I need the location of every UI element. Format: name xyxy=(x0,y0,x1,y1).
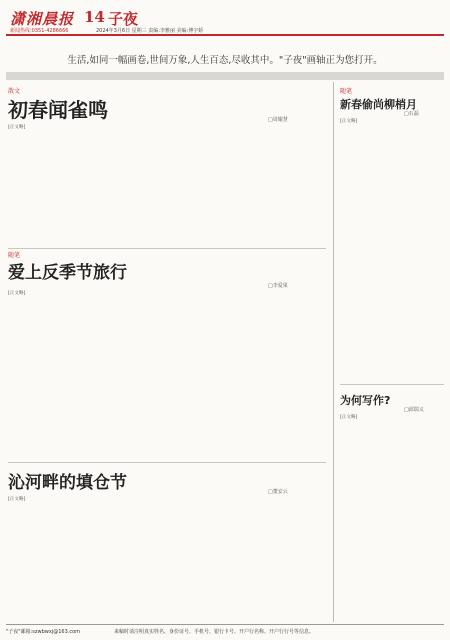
section-slogan: 生活,如同一幅画卷,世间万象,人生百态,尽收其中。"子夜"画轴正为您打开。 xyxy=(67,55,383,66)
divider xyxy=(8,248,326,249)
page-footer xyxy=(6,624,444,639)
article-body-text: [正文略] xyxy=(340,415,358,420)
footer-note: 来稿时请注明真实姓名、身份证号、手机号、银行卡号、开户行名称、开户行行号等信息。 xyxy=(114,629,315,635)
article-body-text: [正文略] xyxy=(8,497,26,502)
article-body xyxy=(340,414,444,620)
article-body xyxy=(8,124,326,244)
news-hotline: 新闻热线:0351-4286666 xyxy=(10,28,69,34)
article-body xyxy=(8,496,326,620)
masthead xyxy=(6,8,444,34)
divider xyxy=(340,384,444,385)
article-title: 沁河畔的填仓节 xyxy=(8,473,127,493)
masthead-rule xyxy=(6,34,444,36)
article-body xyxy=(8,290,326,460)
footer-email: "子夜"邮箱:szwbwxj@163.com xyxy=(6,629,81,635)
article-title: 爱上反季节旅行 xyxy=(8,263,127,283)
divider xyxy=(8,462,326,463)
page-number: 14 xyxy=(84,8,105,26)
article-byline: □周耀慧 xyxy=(268,117,288,123)
article-byline: □李爱果 xyxy=(268,283,288,289)
article-byline: □石磊 xyxy=(404,111,419,117)
article-body-text: [正文略] xyxy=(8,125,26,130)
column-divider xyxy=(333,82,334,622)
article-body xyxy=(340,118,444,380)
article-body-text: [正文略] xyxy=(8,291,26,296)
article-tag: 随笔 xyxy=(340,88,353,95)
article-title: 新春偷尚柳梢月 xyxy=(340,98,417,111)
newspaper-logo: 潇湘晨报 xyxy=(10,10,75,28)
article-byline: □邱瑞义 xyxy=(404,407,424,413)
section-name: 子夜 xyxy=(108,10,139,28)
article-byline: □董安云 xyxy=(268,489,288,495)
article-tag: 散文 xyxy=(8,88,21,95)
dateline: 2024年3月6日 星期三 责编:李雅丽 美编:傅宇娇 xyxy=(96,28,204,34)
article-title: 初春闻雀鸣 xyxy=(8,98,108,122)
article-title: 为何写作? xyxy=(340,394,391,407)
slogan-bar xyxy=(6,72,444,80)
article-body-text: [正文略] xyxy=(340,119,358,124)
article-tag: 随笔 xyxy=(8,252,21,259)
